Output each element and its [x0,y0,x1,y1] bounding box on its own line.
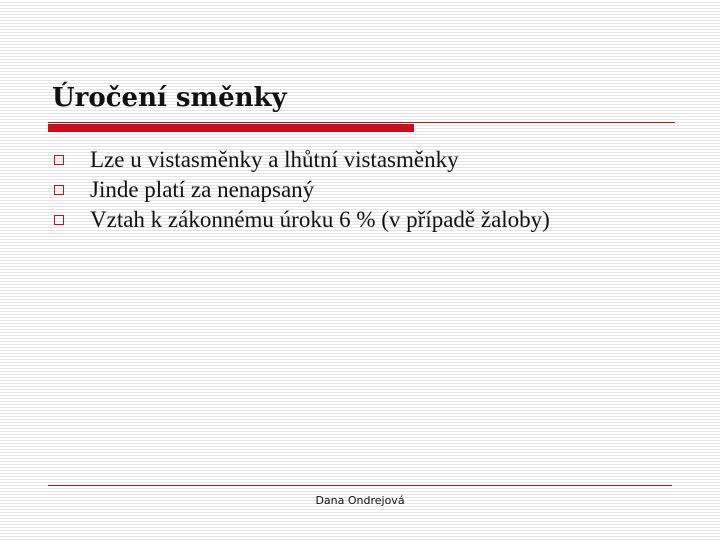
hollow-square-bullet-icon [54,215,64,225]
title-underline-accent-bar [48,124,414,132]
title-underline-thin [48,122,675,123]
footer-author: Dana Ondrejová [315,494,405,507]
bullet-item [52,175,550,205]
bullet-text: Vztah k zákonnému úroku 6 % (v případě žaloby) [90,207,550,232]
bullet-text: Lze u vistasměnky a lhůtní vistasměnky [90,147,459,172]
slide-title: Úročení směnky [52,83,287,113]
bullet-text: Jinde platí za nenapsaný [90,177,315,202]
hollow-square-bullet-icon [54,155,64,165]
bullet-item [52,145,550,175]
bullet-list [52,145,550,235]
bullet-item [52,205,550,235]
footer-divider [48,485,672,486]
hollow-square-bullet-icon [54,185,64,195]
